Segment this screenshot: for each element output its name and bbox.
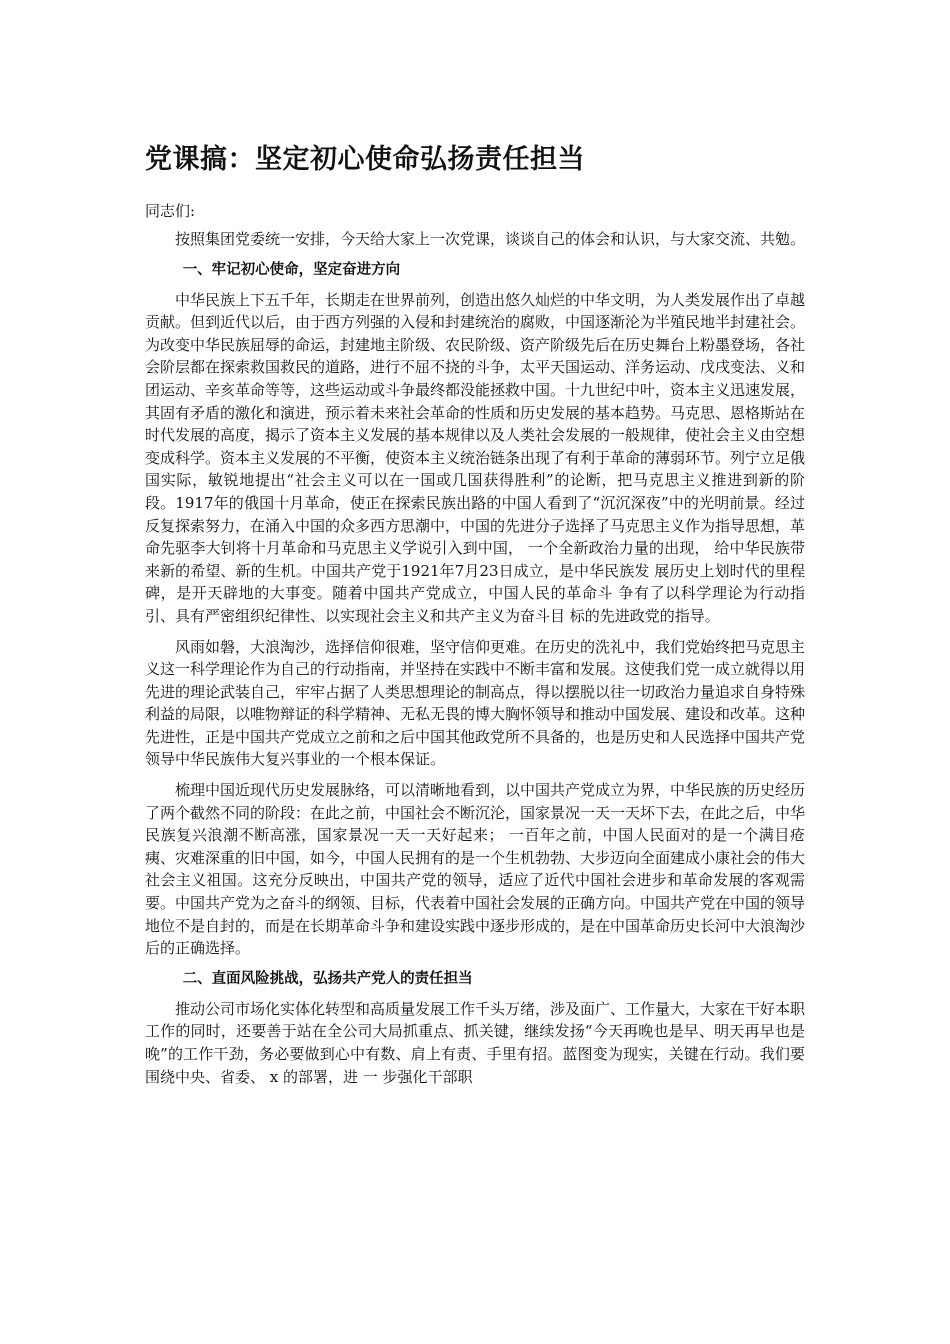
document-title: 党课搞：坚定初心使命弘扬责任担当 (145, 144, 585, 175)
document-page (145, 140, 805, 1096)
section-heading-2: 二、直面风险挑战，弘扬共产党人的责任担当 (182, 970, 473, 987)
section1-paragraph-3: 梳理中国近现代历史发展脉络，可以清晰地看到，以中国共产党成立为界，中华民族的历史经历了两个截然不同的阶段：在此之前，中国社会不断沉沦，国家景况一天一天坏下去，在此之后，中华民族复兴浪潮不断高涨，国家景况一天一天好起来； 一百年之前，中国人民面对的是一个满目疮痍、灾难深重的旧中国，如今，中国人民拥有的是一个生机勃勃、大步迈向全面建成小康社会的伟大社会主义祖国。这充分反映出，中国共产党的领导，适应了近代中国社会进步和革命发展的客观需要。中国共产党为之奋斗的纲领、目标，代表着中国社会发展的正确方向。中国共产党在中国的领导地位不是自封的，而是在长期革命斗争和建设实践中逐步形成的，是在中国革命历史长河中大浪淘沙后的正确选择。 (145, 781, 806, 958)
intro-paragraph: 按照集团党委统一安排，今天给大家上一次党课，谈谈自己的体会和认识，与大家交流、共勉。 (175, 230, 806, 248)
section-heading-1: 一、牢记初心使命，坚定奋进方向 (182, 261, 401, 278)
section1-paragraph-1: 中华民族上下五千年，长期走在世界前列，创造出悠久灿烂的中华文明，为人类发展作出了卓越贡献。但到近代以后，由于西方列强的入侵和封建统治的腐败，中国逐渐沦为半殖民地半封建社会。为改变中华民族屈辱的命运，封建地主阶级、农民阶级、资产阶级先后在历史舞台上粉墨登场，各社会阶层都在探索救国救民的道路，进行不屈不挠的斗争，太平天国运动、洋务运动、戊戌变法、义和团运动、辛亥革命等等，这些运动或斗争最终都没能拯救中国。十九世纪中叶，资本主义迅速发展，其固有矛盾的激化和演进，预示着未来社会革命的性质和历史发展的基本趋势。马克思、恩格斯站在时代发展的高度，揭示了资本主义发展的基本规律以及人类社会发展的一般规律，使社会主义由空想变成科学。资本主义发展的不平衡，使资本主义统治链条出现了有利于革命的薄弱环节。列宁立足俄国实际，敏锐地提出“社会主义可以在一国或几国获得胜利”的论断，把马克思主义推进到新的阶段。1917年的俄国十月革命，使正在探索民族出路的中国人看到了“沉沉深夜”中的光明前景。经过反复探索努力，在涌入中国的众多西方思潮中，中国的先进分子选择了马克思主义作为指导思想，革命先驱李大钊将十月革命和马克思主义学说引入到中国， 一个全新政治力量的出现， 给中华民族带来新的希望、新的生机。中国共产党于1921年7月23日成立，是中华民族发 展历史上划时代的里程碑，是开天辟地的大事变。随着中国共产党成立，中国人民的革命斗 争有了以科学理论为行动指引、具有严密组织纪律性、以实现社会主义和共产主义为奋斗目 标的先进政党的指导。 (145, 290, 806, 625)
section1-paragraph-2: 风雨如磐，大浪淘沙，选择信仰很难，坚守信仰更难。在历史的洗礼中，我们党始终把马克思主义这一科学理论作为自己的行动指南，并坚持在实践中不断丰富和发展。这使我们党一成立就得以用先进的理论武装自己，牢牢占据了人类思想理论的制高点，得以摆脱以往一切政治力量追求自身特殊利益的局限，以唯物辩证的科学精神、无私无畏的博大胸怀领导和推动中国发展、建设和改革。这种先进性，正是中国共产党成立之前和之后中国其他政党所不具备的，也是历史和人民选择中国共产党领导中华民族伟大复兴事业的一个根本保证。 (145, 637, 806, 769)
section2-paragraph-1: 推动公司市场化实体化转型和高质量发展工作千头万绪，涉及面广、工作量大，大家在干好本职工作的同时，还要善于站在全公司大局抓重点、抓关键，继续发扬“今天再晚也是早、明天再早也是晚”的工作干劲，务必要做到心中有数、肩上有责、手里有招。蓝图变为现实，关键在行动。我们要围绕中央、省委、 x 的部署，进 一 步强化干部职 (145, 999, 806, 1086)
salutation: 同志们: (145, 202, 196, 220)
